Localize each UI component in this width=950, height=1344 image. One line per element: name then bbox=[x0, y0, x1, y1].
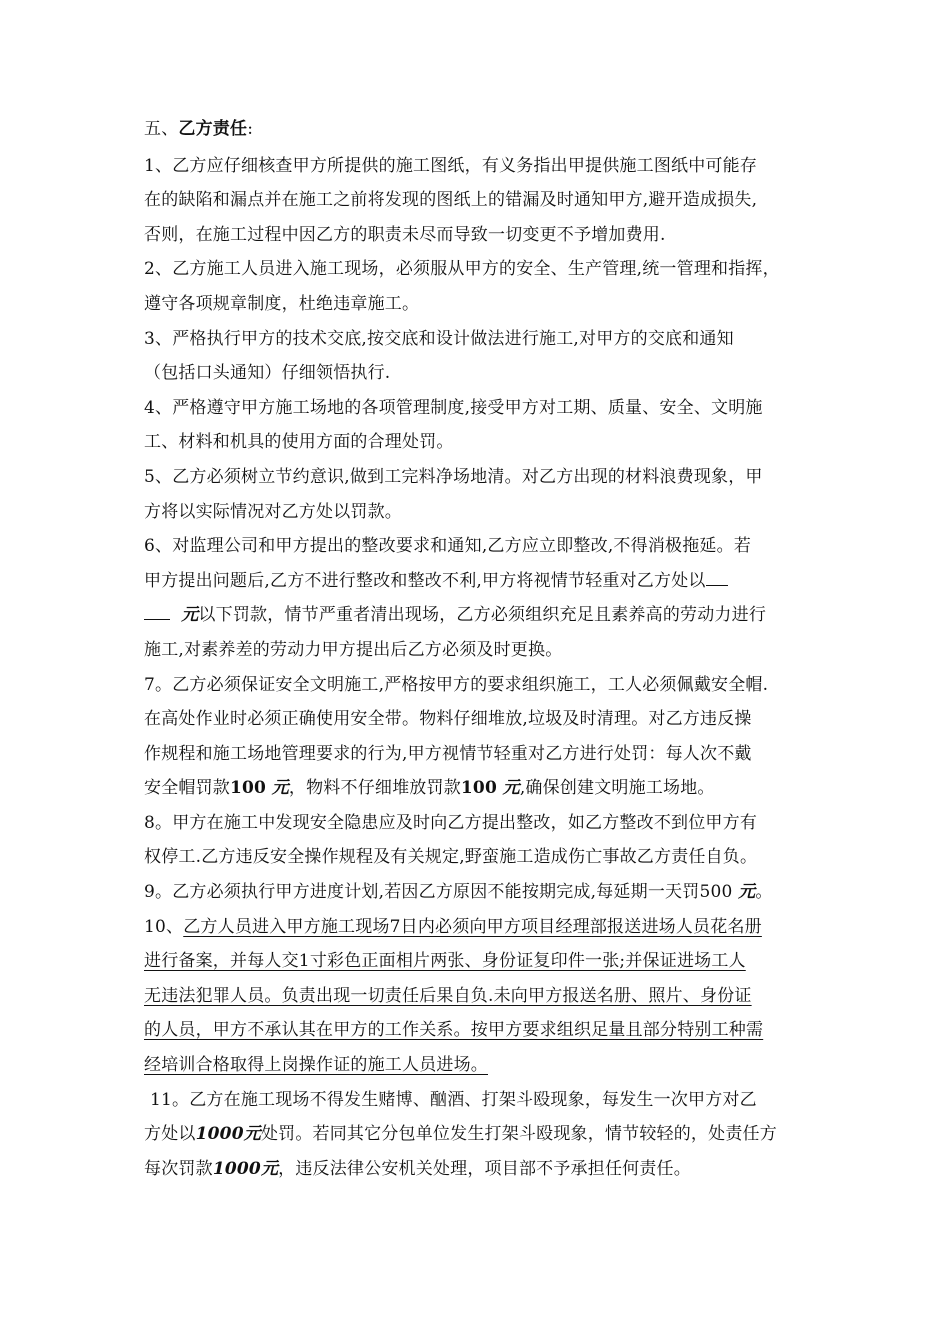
clause-11-text-b: 处罚。若同其它分包单位发生打架斗殴现象，情节较轻的，处责任方 bbox=[260, 1124, 777, 1145]
clause-10-line-4-text: 的人员，甲方不承认其在甲方的工作关系。按甲方要求组织足量且部分特别工种需 bbox=[144, 1020, 764, 1041]
clause-6-line-3-text: 以下罚款，情节严重者清出现场，乙方必须组织充足且素养高的劳动力进行 bbox=[198, 605, 767, 626]
clause-6-unit: 元 bbox=[181, 605, 199, 626]
clause-10-line-2-text: 进行备案，并每人交1寸彩色正面相片两张、身份证复印件一张;并保证进场工人 bbox=[144, 951, 746, 972]
clause-4-line-2: 工、材料和机具的使用方面的合理处罚。 bbox=[144, 432, 454, 453]
clause-1-line-1: 1、乙方应仔细核查甲方所提供的施工图纸，有义务指出甲提供施工图纸中可能存 bbox=[144, 155, 758, 176]
delay-fine-amount: 500 bbox=[699, 882, 733, 903]
clause-10-line-3-text: 无违法犯罪人员。负责出现一切责任后果自负.未向甲方报送名册、照片、身份证 bbox=[144, 985, 752, 1006]
clause-6-line-2-text: 甲方提出问题后,乙方不进行整改和整改不利,甲方将视情节轻重对乙方处以 bbox=[144, 570, 706, 591]
clause-8-line-2: 权停工.乙方违反安全操作规程及有关规定,野蛮施工造成伤亡事故乙方责任自负。 bbox=[144, 847, 758, 868]
clause-6-line-2 bbox=[144, 564, 844, 599]
clause-2-line-2: 遵守各项规章制度，杜绝违章施工。 bbox=[144, 293, 420, 314]
clause-1-line-3: 否则，在施工过程中因乙方的职责未尽而导致一切变更不予增加费用. bbox=[144, 224, 666, 245]
clause-10-line-1-text: 乙方人员进入甲方施工现场7日内必须向甲方项目经理部报送进场人员花名册 bbox=[183, 916, 762, 937]
clause-7-line-2: 在高处作业时必须正确使用安全带。物料仔细堆放,垃圾及时清理。对乙方违反操 bbox=[144, 709, 752, 730]
clause-8-line-1: 8。甲方在施工中发现安全隐患应及时向乙方提出整改，如乙方整改不到位甲方有 bbox=[144, 812, 758, 833]
material-fine-amount: 100 bbox=[460, 778, 497, 799]
helmet-fine-amount: 100 bbox=[230, 778, 267, 799]
gambling-fine-unit: 元 bbox=[243, 1124, 261, 1145]
helmet-fine-unit: 元 bbox=[271, 778, 289, 799]
clause-5-line-1: 5、乙方必须树立节约意识,做到工完料净场地清。对乙方出现的材料浪费现象，甲 bbox=[144, 466, 763, 487]
section-prefix: 五、 bbox=[144, 119, 179, 139]
gambling-fine-amount: 1000 bbox=[195, 1124, 244, 1145]
clause-9-text-a: 9。乙方必须执行甲方进度计划,若因乙方原因不能按期完成,每延期一天罚 bbox=[144, 882, 700, 903]
clause-6-line-1: 6、对监理公司和甲方提出的整改要求和通知,乙方应立即整改,不得消极拖延。若 bbox=[144, 536, 752, 557]
clause-7-text-b: ，物料不仔细堆放罚款 bbox=[288, 778, 461, 799]
clause-11-text-a: 方处以 bbox=[144, 1124, 196, 1145]
section-heading bbox=[144, 112, 844, 147]
clause-10-line-5-text: 经培训合格取得上岗操作证的施工人员进场。 bbox=[144, 1055, 488, 1076]
section-title: 乙方责任 bbox=[178, 119, 248, 139]
clause-7-text-a: 安全帽罚款 bbox=[144, 778, 230, 799]
section-suffix: : bbox=[247, 119, 254, 139]
clause-11-line-3 bbox=[144, 1152, 844, 1187]
clause-11-line-1: 11。乙方在施工现场不得发生赌博、酗酒、打架斗殴现象，每发生一次甲方对乙 bbox=[150, 1089, 757, 1110]
clause-11-text-c: 每次罚款 bbox=[144, 1158, 213, 1179]
clause-5-line-2: 方将以实际情况对乙方处以罚款。 bbox=[144, 501, 402, 522]
clause-2-line-1: 2、乙方施工人员进入施工现场，必须服从甲方的安全、生产管理,统一管理和指挥， bbox=[144, 259, 780, 280]
clause-7-line-3: 作规程和施工场地管理要求的行为,甲方视情节轻重对乙方进行处罚：每人次不戴 bbox=[144, 743, 752, 764]
clause-9-text-b: 。 bbox=[755, 882, 773, 903]
clause-10-line-4 bbox=[144, 1013, 844, 1048]
fine-amount-blank bbox=[706, 584, 728, 586]
clause-10-line-2 bbox=[144, 944, 844, 979]
material-fine-unit: 元 bbox=[502, 778, 520, 799]
clause-7-line-4 bbox=[144, 771, 844, 806]
fine-amount-blank-continued bbox=[144, 618, 170, 620]
delay-fine-unit: 元 bbox=[738, 882, 756, 903]
fight-fine-amount: 1000 bbox=[212, 1158, 261, 1179]
clause-11-line-2 bbox=[144, 1117, 844, 1152]
clause-4-line-1: 4、严格遵守甲方施工场地的各项管理制度,接受甲方对工期、质量、安全、文明施 bbox=[144, 397, 763, 418]
clause-11-text-d: ，违反法律公安机关处理，项目部不予承担任何责任。 bbox=[278, 1158, 691, 1179]
clause-6-line-4: 施工,对素养差的劳动力甲方提出后乙方必须及时更换。 bbox=[144, 639, 563, 660]
clause-3-line-2: （包括口头通知）仔细领悟执行. bbox=[144, 363, 391, 384]
clause-7-line-1: 7。乙方必须保证安全文明施工,严格按甲方的要求组织施工，工人必须佩戴安全帽. bbox=[144, 674, 769, 695]
clause-3-line-1: 3、严格执行甲方的技术交底,按交底和设计做法进行施工,对甲方的交底和通知 bbox=[144, 328, 734, 349]
contract-page bbox=[144, 112, 844, 1186]
clause-10-number: 10、 bbox=[144, 916, 184, 937]
fight-fine-unit: 元 bbox=[260, 1158, 279, 1179]
clause-6-line-3 bbox=[144, 598, 844, 633]
clause-10-line-3 bbox=[144, 979, 844, 1014]
clause-7-text-c: ,确保创建文明施工场地。 bbox=[519, 778, 715, 799]
clause-1-line-2: 在的缺陷和漏点并在施工之前将发现的图纸上的错漏及时通知甲方,避开造成损失, bbox=[144, 190, 758, 211]
clause-10-line-5 bbox=[144, 1048, 844, 1083]
clause-9-line-1 bbox=[144, 875, 844, 910]
clause-10-line-1 bbox=[144, 910, 844, 945]
